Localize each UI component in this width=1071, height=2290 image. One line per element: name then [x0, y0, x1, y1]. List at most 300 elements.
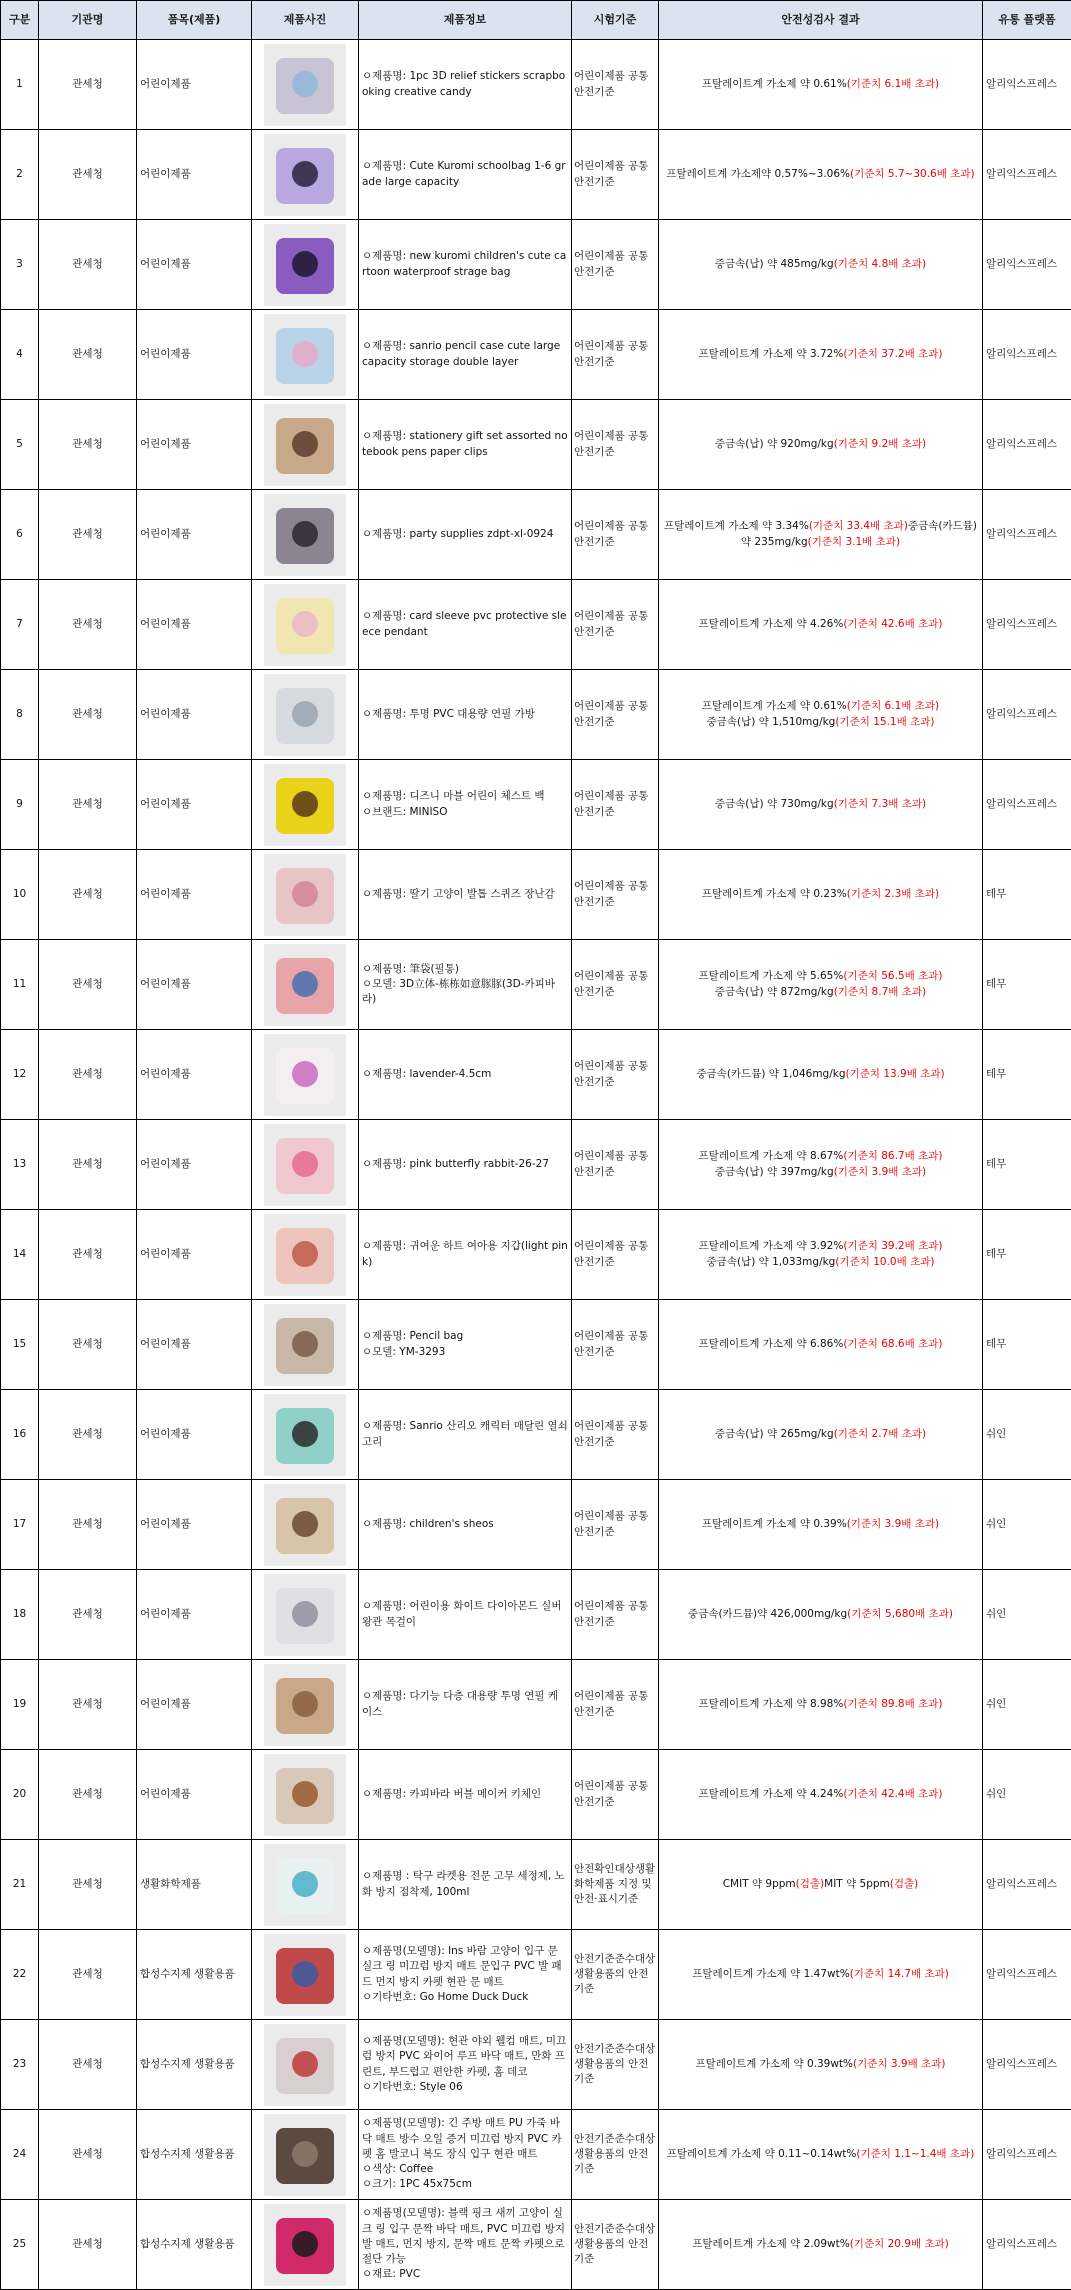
result-cell: [659, 2020, 983, 2110]
result-line: [662, 1607, 979, 1622]
result-value: 프탈레이트계 가소제 약 3.34%: [664, 520, 809, 533]
result-exceed: (기준치 33.4배 초과): [808, 520, 908, 533]
standard-cell: 어린이제품 공통 안전기준: [572, 1120, 659, 1210]
product-info-line: ㅇ제품명: 카피바라 버블 메이커 키체인: [362, 1787, 542, 1800]
result-value: 프탈레이트계 가소제 약 0.61%: [701, 77, 847, 90]
result-line: [662, 715, 979, 730]
product-info-line: ㅇ색상: Coffee: [362, 2163, 434, 2176]
standard-cell: 어린이제품 공통 안전기준: [572, 1660, 659, 1750]
product-image: [264, 1844, 346, 1926]
table-row: [1, 1030, 1071, 1120]
product-image: [264, 1484, 346, 1566]
card-sleeve-photo: [264, 584, 346, 666]
product-info-cell: [359, 310, 572, 400]
result-exceed: (기준치 5.7~30.6배 초과): [850, 167, 975, 180]
photo-cell: [252, 1930, 359, 2020]
product-detail: [292, 611, 318, 637]
agency-cell: 관세청: [39, 1300, 137, 1390]
result-cell: [659, 940, 983, 1030]
product-info-line: ㅇ제품명: lavender-4.5cm: [362, 1067, 492, 1080]
result-exceed: (기준치 37.2배 초과): [843, 347, 943, 360]
agency-cell: 관세청: [39, 2200, 137, 2290]
product-detail: [292, 2051, 318, 2077]
platform-cell: 알리익스프레스: [983, 130, 1071, 220]
result-line: [662, 1149, 979, 1164]
result-line: [662, 519, 979, 549]
wallet-photo: [264, 1214, 346, 1296]
category-cell: 어린이제품: [137, 400, 252, 490]
product-detail: [292, 341, 318, 367]
product-image: [264, 674, 346, 756]
pencil-bag-photo: [264, 1304, 346, 1386]
product-info-cell: [359, 1660, 572, 1750]
result-value: 프탈레이트계 가소제 약 0.39wt%: [695, 2057, 854, 2070]
product-info-line: ㅇ제품명(모델명): 블랙 핑크 새끼 고양이 실크 링 입구 문짝 바닥 매트, PVC 미끄럼 방지 발 매트, 먼지 방지, 문짝 매트 문짝 카펫으로 절단 가능: [362, 2207, 566, 2266]
product-info-cell: [359, 1480, 572, 1570]
product-info-cell: [359, 1390, 572, 1480]
result-value: 중금속(납) 약 1,510mg/kg: [706, 715, 836, 728]
product-info-cell: [359, 940, 572, 1030]
category-cell: 어린이제품: [137, 670, 252, 760]
result-exceed: (기준치 6.1배 초과): [846, 77, 940, 90]
result-exceed: (기준치 4.8배 초과): [833, 257, 927, 270]
result-cell: [659, 580, 983, 670]
result-exceed: (기준치 3.9배 초과): [846, 1517, 940, 1530]
result-value: 프탈레이트계 가소제 약 8.67%: [698, 1150, 844, 1163]
product-image: [264, 404, 346, 486]
agency-cell: 관세청: [39, 2020, 137, 2110]
product-image: [264, 314, 346, 396]
coffee-mat-photo: [264, 2114, 346, 2196]
header-agency: 기관명: [39, 1, 137, 40]
result-exceed: (기준치 3.9배 초과): [833, 1165, 927, 1178]
result-cell: [659, 490, 983, 580]
photo-cell: [252, 400, 359, 490]
product-info-cell: [359, 580, 572, 670]
result-line: [662, 2057, 979, 2072]
result-value: 프탈레이트계 가소제 약 2.09wt%: [692, 2237, 850, 2250]
result-value: 프탈레이트계 가소제 약 0.23%: [701, 887, 847, 900]
product-detail: [292, 2231, 318, 2257]
result-value: 중금속(카드뮴)약 426,000mg/kg: [688, 1607, 848, 1620]
result-value: 중금속(납) 약 730mg/kg: [714, 797, 834, 810]
standard-cell: 어린이제품 공통 안전기준: [572, 1300, 659, 1390]
result-value: 중금속(카드뮴) 약 1,046mg/kg: [696, 1067, 846, 1080]
product-info-line: ㅇ브랜드: MINISO: [362, 805, 448, 818]
agency-cell: 관세청: [39, 220, 137, 310]
table-row: [1, 1840, 1071, 1930]
result-line: [662, 1697, 979, 1712]
standard-cell: 어린이제품 공통 안전기준: [572, 40, 659, 130]
product-info-line: ㅇ제품명: Sanrio 산리오 캐릭터 매달린 열쇠고리: [362, 1420, 568, 1448]
result-cell: [659, 1390, 983, 1480]
photo-cell: [252, 670, 359, 760]
category-cell: 합성수지제 생활용품: [137, 2020, 252, 2110]
result-value: 중금속(납) 약 872mg/kg: [714, 985, 834, 998]
result-exceed: (기준치 10.0배 초과): [835, 1255, 935, 1268]
product-image: [264, 1034, 346, 1116]
platform-cell: 알리익스프레스: [983, 490, 1071, 580]
category-cell: 어린이제품: [137, 1570, 252, 1660]
result-cell: [659, 400, 983, 490]
row-number: 1: [1, 40, 39, 130]
category-cell: 어린이제품: [137, 940, 252, 1030]
entry-mat-photo: [264, 2024, 346, 2106]
row-number: 10: [1, 850, 39, 940]
standard-cell: 어린이제품 공통 안전기준: [572, 760, 659, 850]
result-value: 프탈레이트계 가소제 약 1.47wt%: [692, 1967, 850, 1980]
photo-cell: [252, 1840, 359, 1930]
standard-cell: 안전기준준수대상 생활용품의 안전기준: [572, 2020, 659, 2110]
platform-cell: 테무: [983, 940, 1071, 1030]
row-number: 18: [1, 1570, 39, 1660]
header-info: 제품정보: [359, 1, 572, 40]
result-line: [662, 1967, 979, 1982]
standard-cell: 어린이제품 공통 안전기준: [572, 850, 659, 940]
result-exceed: (기준치 15.1배 초과): [835, 715, 935, 728]
result-line: [662, 1877, 979, 1892]
photo-cell: [252, 490, 359, 580]
result-cell: [659, 220, 983, 310]
photo-cell: [252, 130, 359, 220]
product-image: [264, 2114, 346, 2196]
table-body: [1, 40, 1071, 2290]
result-line: [662, 2147, 979, 2162]
result-exceed: (기준치 3.9배 초과): [853, 2057, 946, 2070]
table-row: [1, 940, 1071, 1030]
product-info-line: ㅇ제품명: stationery gift set assorted notebook pens paper clips: [362, 430, 568, 458]
product-image: [264, 2024, 346, 2106]
result-line: [662, 887, 979, 902]
product-info-line: ㅇ제품명: Pencil bag: [362, 1330, 464, 1343]
result-value: CMIT 약 9ppm: [722, 1877, 796, 1890]
standard-cell: 어린이제품 공통 안전기준: [572, 1210, 659, 1300]
table-row: [1, 1120, 1071, 1210]
table-row: [1, 220, 1071, 310]
product-detail: [292, 1691, 318, 1717]
table-row: [1, 1300, 1071, 1390]
result-line: [662, 347, 979, 362]
standard-cell: 어린이제품 공통 안전기준: [572, 1030, 659, 1120]
product-detail: [292, 1061, 318, 1087]
row-number: 14: [1, 1210, 39, 1300]
standard-cell: 어린이제품 공통 안전기준: [572, 1570, 659, 1660]
platform-cell: 알리익스프레스: [983, 220, 1071, 310]
result-line: [662, 617, 979, 632]
result-value: 프탈레이트계 가소제 약 3.72%: [698, 347, 844, 360]
product-detail: [292, 1241, 318, 1267]
result-line: [662, 1255, 979, 1270]
result-exceed: (기준치 42.6배 초과): [843, 617, 943, 630]
product-detail: [292, 1961, 318, 1987]
product-image: [264, 1304, 346, 1386]
result-exceed: (기준치 8.7배 초과): [833, 985, 927, 998]
product-info-line: ㅇ재료: PVC: [362, 2268, 421, 2281]
table-row: [1, 40, 1071, 130]
header-platform: 유통 플랫폼: [983, 1, 1071, 40]
product-info-line: ㅇ제품명: 어린이용 화이트 다이아몬드 실버 왕관 목걸이: [362, 1600, 562, 1628]
product-image: [264, 1574, 346, 1656]
table-row: [1, 1210, 1071, 1300]
photo-cell: [252, 1030, 359, 1120]
agency-cell: 관세청: [39, 2110, 137, 2200]
standard-cell: 어린이제품 공통 안전기준: [572, 310, 659, 400]
product-image: [264, 1214, 346, 1296]
product-image: [264, 494, 346, 576]
result-cell: [659, 2110, 983, 2200]
photo-cell: [252, 1210, 359, 1300]
result-line: [662, 1165, 979, 1180]
pvc-pouch-photo: [264, 674, 346, 756]
result-value: 중금속(납) 약 265mg/kg: [714, 1427, 834, 1440]
product-info-line: ㅇ제품명: pink butterfly rabbit-26-27: [362, 1157, 550, 1170]
header-result: 안전성검사 결과: [659, 1, 983, 40]
product-image: [264, 1124, 346, 1206]
mesh-pouch-photo: [264, 1664, 346, 1746]
row-number: 13: [1, 1120, 39, 1210]
squeeze-toy-photo: [264, 854, 346, 936]
storage-bag-photo: [264, 224, 346, 306]
photo-cell: [252, 940, 359, 1030]
platform-cell: 알리익스프레스: [983, 40, 1071, 130]
product-info-line: ㅇ제품명(모델명): 긴 주방 매트 PU 가죽 바닥 매트 방수 오일 증거 미끄럼 방지 PVC 카펫 홈 발코니 복도 장식 입구 현관 매트: [362, 2117, 562, 2160]
chest-bag-photo: [264, 764, 346, 846]
agency-cell: 관세청: [39, 580, 137, 670]
row-number: 7: [1, 580, 39, 670]
table-row: [1, 760, 1071, 850]
product-detail: [292, 1781, 318, 1807]
row-number: 17: [1, 1480, 39, 1570]
platform-cell: 쉬인: [983, 1750, 1071, 1840]
photo-cell: [252, 2020, 359, 2110]
standard-cell: 어린이제품 공통 안전기준: [572, 490, 659, 580]
result-exceed: (기준치 42.4배 초과): [843, 1787, 943, 1800]
result-value: 프탈레이트계 가소제 약 0.11~0.14wt%: [666, 2147, 857, 2160]
platform-cell: 쉬인: [983, 1390, 1071, 1480]
result-line: [662, 1337, 979, 1352]
result-cell: [659, 1660, 983, 1750]
result-exceed: (검출): [795, 1877, 825, 1890]
platform-cell: 알리익스프레스: [983, 2020, 1071, 2110]
row-number: 2: [1, 130, 39, 220]
pink-cat-mat-photo: [264, 2204, 346, 2286]
product-info-line: ㅇ제품명: card sleeve pvc protective sleece pendant: [362, 610, 567, 638]
agency-cell: 관세청: [39, 130, 137, 220]
result-line: [662, 797, 979, 812]
stickers-photo: [264, 44, 346, 126]
capybara-keychain-photo: [264, 1754, 346, 1836]
table-row: [1, 670, 1071, 760]
result-value: 프탈레이트계 가소제 약 6.86%: [698, 1337, 844, 1350]
table-row: [1, 1480, 1071, 1570]
platform-cell: 쉬인: [983, 1660, 1071, 1750]
product-info-line: ㅇ제품명: party supplies zdpt-xl-0924: [362, 527, 554, 540]
standard-cell: 어린이제품 공통 안전기준: [572, 130, 659, 220]
photo-cell: [252, 220, 359, 310]
category-cell: 어린이제품: [137, 1210, 252, 1300]
result-exceed: (기준치 5,680배 초과): [847, 1607, 953, 1620]
product-image: [264, 2204, 346, 2286]
product-info-line: ㅇ제품명(모델명): Ins 바람 고양이 입구 문 실크 링 미끄럼 방지 매트 문입구 PVC 발 패드 먼지 방지 카펫 현관 문 매트: [362, 1945, 562, 1988]
product-info-cell: [359, 1120, 572, 1210]
result-cell: [659, 760, 983, 850]
result-cell: [659, 130, 983, 220]
product-info-line: ㅇ제품명: 투명 PVC 대용량 연필 가방: [362, 707, 535, 720]
result-exceed: (기준치 56.5배 초과): [843, 970, 943, 983]
product-detail: [292, 971, 318, 997]
table-row: [1, 1390, 1071, 1480]
category-cell: 어린이제품: [137, 130, 252, 220]
result-exceed: (기준치 13.9배 초과): [845, 1067, 945, 1080]
stationery-set-photo: [264, 404, 346, 486]
agency-cell: 관세청: [39, 1120, 137, 1210]
product-detail: [292, 791, 318, 817]
result-value: MIT 약 5ppm: [824, 1877, 890, 1890]
agency-cell: 관세청: [39, 1390, 137, 1480]
category-cell: 어린이제품: [137, 1660, 252, 1750]
result-value: 중금속(카드뮴) 약 235mg/kg: [740, 520, 977, 548]
standard-cell: 안전기준준수대상 생활용품의 안전기준: [572, 1930, 659, 2020]
result-line: [662, 2237, 979, 2252]
standard-cell: 어린이제품 공통 안전기준: [572, 940, 659, 1030]
standard-cell: 어린이제품 공통 안전기준: [572, 1390, 659, 1480]
result-value: 중금속(납) 약 920mg/kg: [714, 437, 834, 450]
result-line: [662, 1239, 979, 1254]
result-cell: [659, 1930, 983, 2020]
photo-cell: [252, 1120, 359, 1210]
result-line: [662, 77, 979, 92]
result-exceed: (기준치 6.1배 초과): [846, 700, 940, 713]
photo-cell: [252, 2110, 359, 2200]
product-image: [264, 1394, 346, 1476]
product-info-cell: [359, 1210, 572, 1300]
product-detail: [292, 521, 318, 547]
shoes-photo: [264, 1484, 346, 1566]
product-image: [264, 134, 346, 216]
result-cell: [659, 850, 983, 940]
category-cell: 어린이제품: [137, 40, 252, 130]
photo-cell: [252, 580, 359, 670]
result-line: [662, 1427, 979, 1442]
product-info-line: ㅇ크기: 1PC 45x75cm: [362, 2178, 472, 2191]
category-cell: 어린이제품: [137, 1750, 252, 1840]
result-line: [662, 437, 979, 452]
product-info-cell: [359, 670, 572, 760]
product-info-line: ㅇ기타번호: Style 06: [362, 2080, 463, 2093]
result-line: [662, 699, 979, 714]
product-image: [264, 584, 346, 666]
product-info-cell: [359, 490, 572, 580]
result-exceed: (기준치 7.3배 초과): [833, 797, 927, 810]
photo-cell: [252, 1660, 359, 1750]
platform-cell: 테무: [983, 1120, 1071, 1210]
platform-cell: 알리익스프레스: [983, 1930, 1071, 2020]
agency-cell: 관세청: [39, 40, 137, 130]
standard-cell: 어린이제품 공통 안전기준: [572, 220, 659, 310]
category-cell: 어린이제품: [137, 1300, 252, 1390]
product-info-cell: [359, 40, 572, 130]
category-cell: 어린이제품: [137, 1030, 252, 1120]
result-exceed: (기준치 20.9배 초과): [849, 2237, 949, 2250]
standard-cell: 어린이제품 공통 안전기준: [572, 1750, 659, 1840]
result-cell: [659, 2200, 983, 2290]
result-value: 프탈레이트계 가소제 약 0.39%: [701, 1517, 847, 1530]
result-value: 중금속(납) 약 1,033mg/kg: [706, 1255, 836, 1268]
product-detail: [292, 251, 318, 277]
row-number: 3: [1, 220, 39, 310]
photo-cell: [252, 1300, 359, 1390]
product-info-cell: [359, 1030, 572, 1120]
product-detail: [292, 1871, 318, 1897]
product-info-line: ㅇ제품명: 1pc 3D relief stickers scrapbooking creative candy: [362, 70, 566, 98]
row-number: 6: [1, 490, 39, 580]
result-cell: [659, 1030, 983, 1120]
table-row: [1, 310, 1071, 400]
result-line: [662, 257, 979, 272]
category-cell: 어린이제품: [137, 580, 252, 670]
category-cell: 어린이제품: [137, 1120, 252, 1210]
photo-cell: [252, 1480, 359, 1570]
header-num: 구분: [1, 1, 39, 40]
category-cell: 어린이제품: [137, 1390, 252, 1480]
result-line: [662, 1517, 979, 1532]
table-row: [1, 2110, 1071, 2200]
table-row: [1, 1750, 1071, 1840]
platform-cell: 알리익스프레스: [983, 400, 1071, 490]
result-cell: [659, 1120, 983, 1210]
product-info-line: ㅇ제품명 : 탁구 라켓용 전문 고무 세정제, 노화 방지 점착제, 100ml: [362, 1870, 565, 1898]
standard-cell: 안전기준준수대상 생활용품의 안전기준: [572, 2110, 659, 2200]
photo-cell: [252, 1750, 359, 1840]
agency-cell: 관세청: [39, 1210, 137, 1300]
result-line: [662, 167, 979, 182]
product-detail: [292, 71, 318, 97]
product-info-cell: [359, 1300, 572, 1390]
product-info-line: ㅇ모델: YM-3293: [362, 1345, 446, 1358]
product-info-line: ㅇ제품명: children's sheos: [362, 1517, 494, 1530]
row-number: 19: [1, 1660, 39, 1750]
product-info-line: ㅇ제품명(모델명): 현관 야외 웰컴 매트, 미끄럼 방지 PVC 와이어 루프 바닥 매트, 만화 프린트, 부드럽고 편안한 카펫, 홈 데코: [362, 2035, 567, 2078]
platform-cell: 알리익스프레스: [983, 670, 1071, 760]
result-exceed: (기준치 14.7배 초과): [849, 1967, 949, 1980]
standard-cell: 안전확인대상생활화학제품 지정 및 안전·표시기준: [572, 1840, 659, 1930]
category-cell: 어린이제품: [137, 1480, 252, 1570]
header-photo: 제품사진: [252, 1, 359, 40]
table-row: [1, 490, 1071, 580]
product-image: [264, 224, 346, 306]
result-cell: [659, 1570, 983, 1660]
product-info-cell: [359, 1750, 572, 1840]
result-exceed: (기준치 1.1~1.4배 초과): [856, 2147, 975, 2160]
keyring-photo: [264, 1394, 346, 1476]
platform-cell: 알리익스프레스: [983, 760, 1071, 850]
product-info-line: ㅇ제품명: 디즈니 마블 어린이 체스트 백: [362, 790, 545, 803]
product-image: [264, 854, 346, 936]
bracelet-photo: [264, 1034, 346, 1116]
product-image: [264, 764, 346, 846]
table-row: [1, 850, 1071, 940]
platform-cell: 알리익스프레스: [983, 2110, 1071, 2200]
spray-bottle-photo: [264, 1844, 346, 1926]
result-cell: [659, 40, 983, 130]
product-detail: [292, 1151, 318, 1177]
product-info-cell: [359, 220, 572, 310]
product-detail: [292, 2141, 318, 2167]
standard-cell: 어린이제품 공통 안전기준: [572, 400, 659, 490]
product-detail: [292, 701, 318, 727]
result-value: 프탈레이트계 가소제 약 4.26%: [698, 617, 844, 630]
table-row: [1, 580, 1071, 670]
